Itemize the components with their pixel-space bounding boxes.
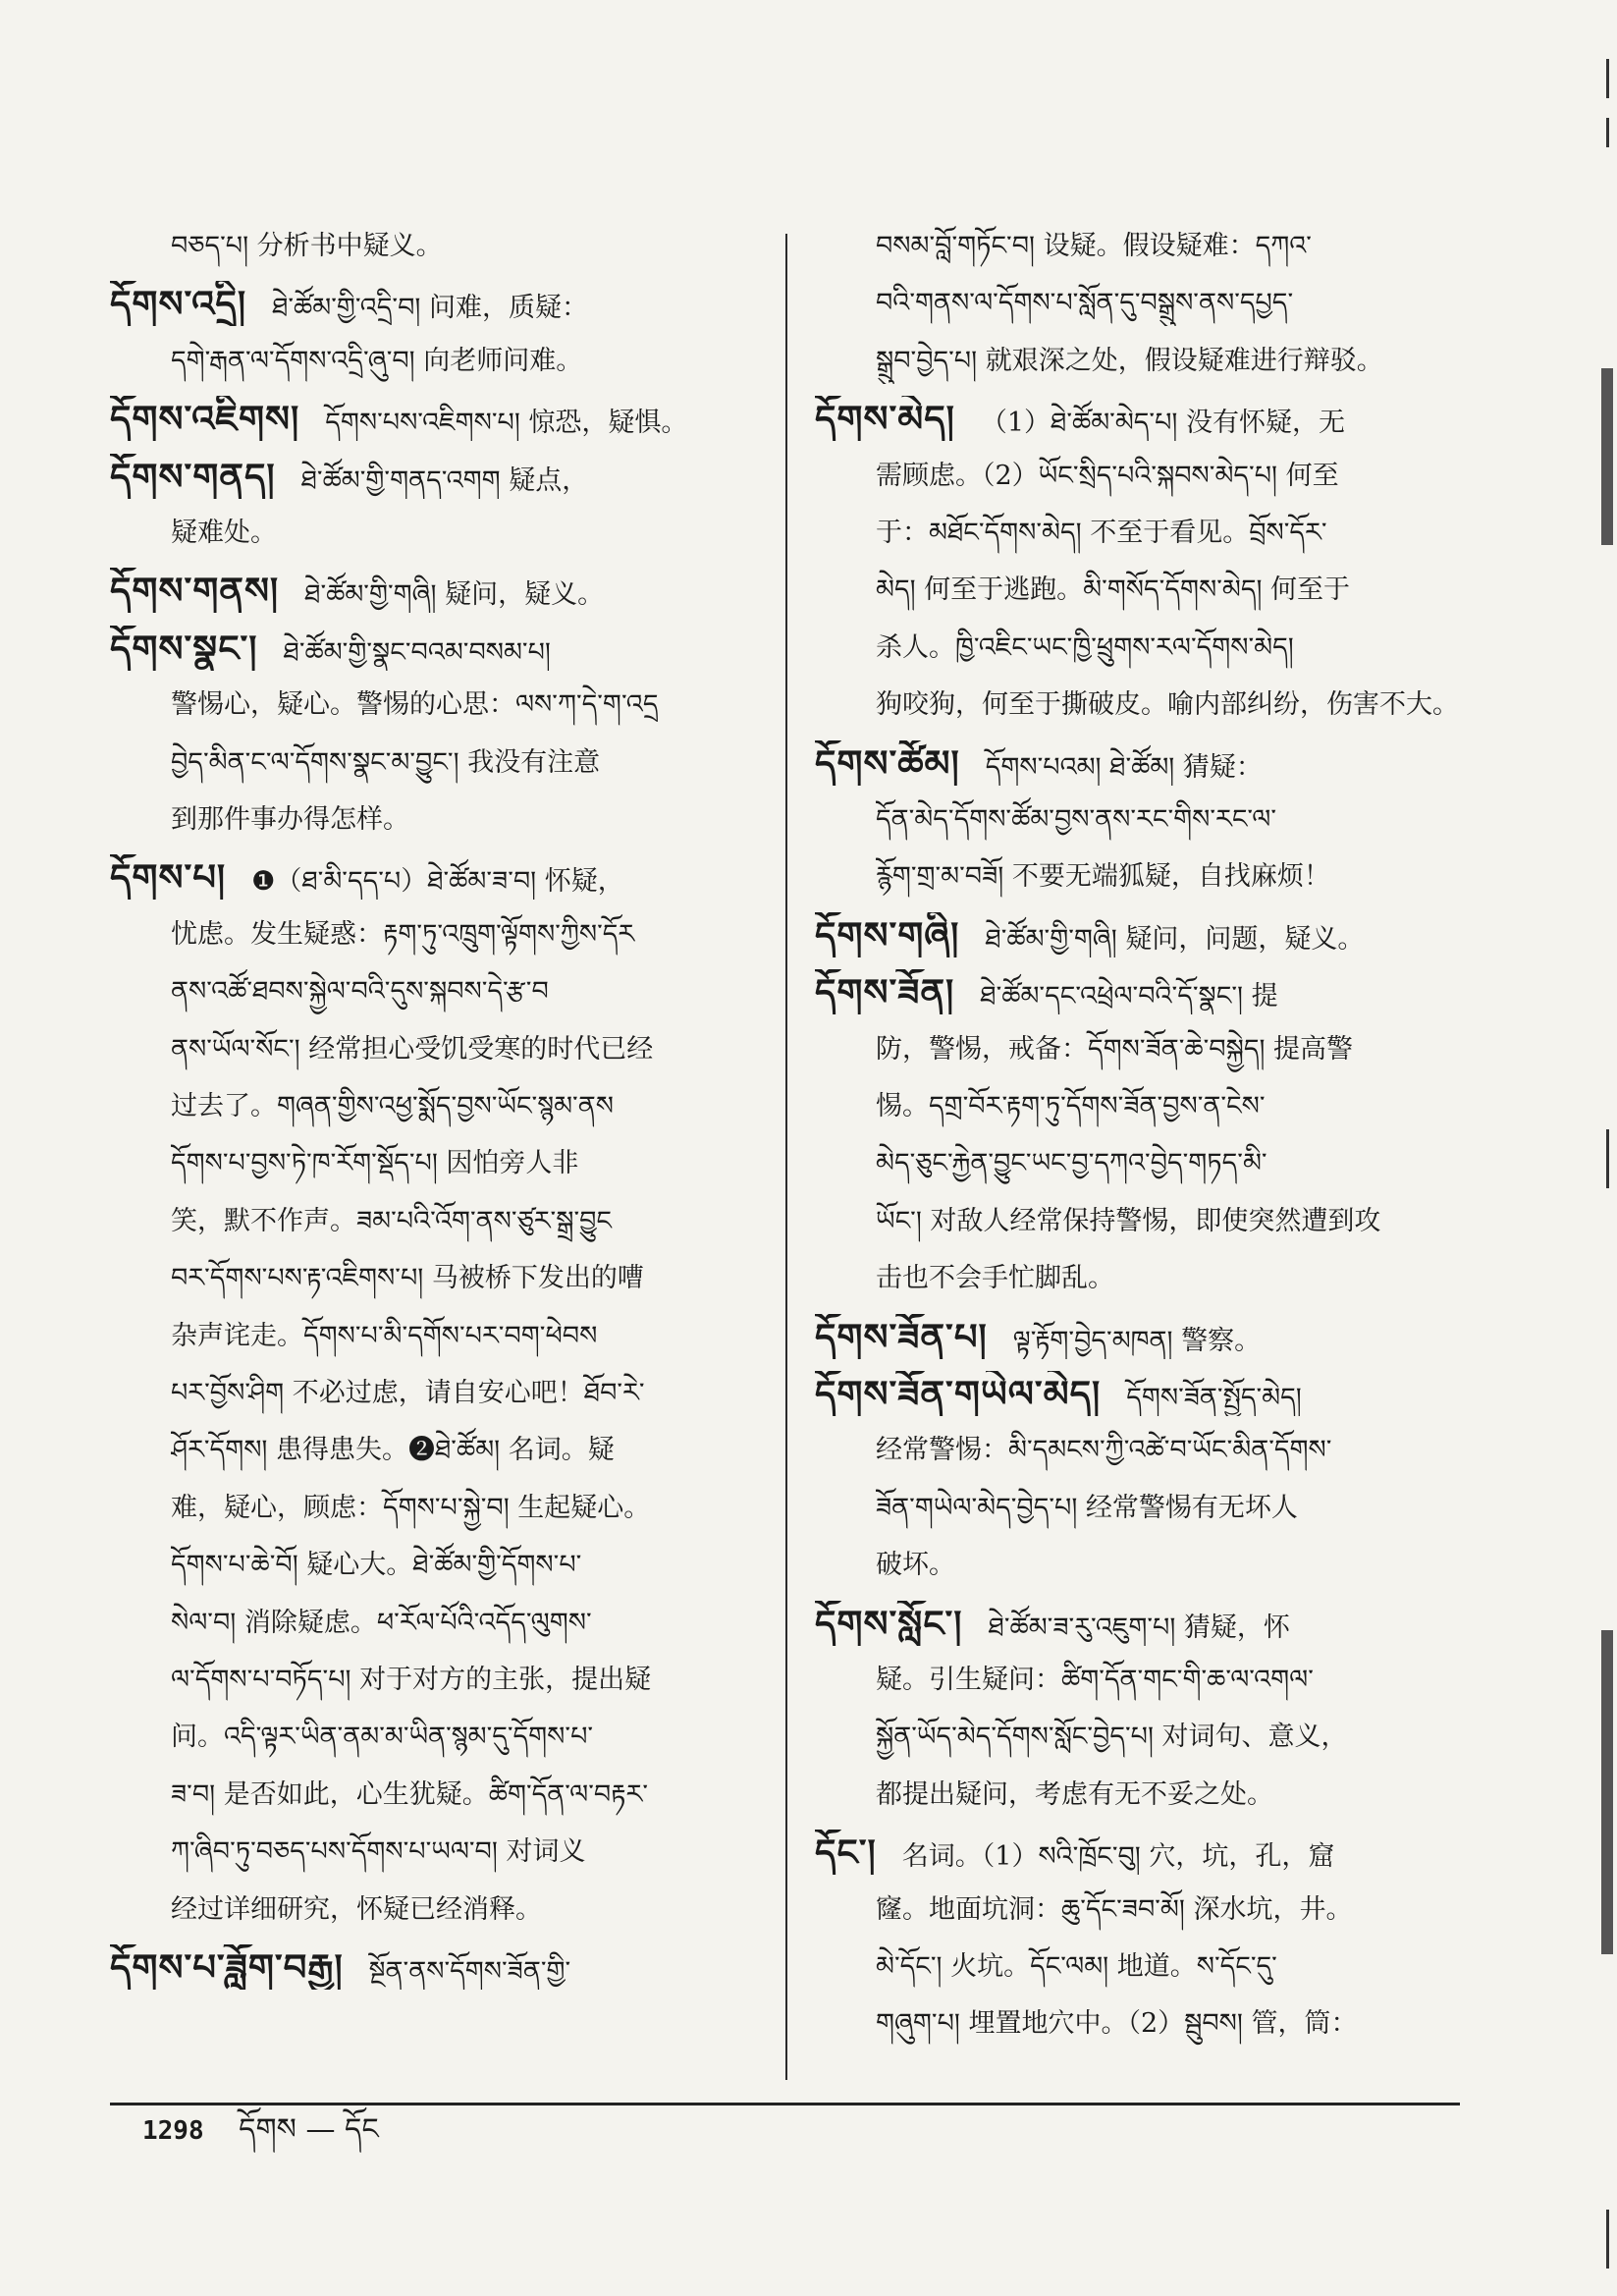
- entry-line: དོན་མེད་དོགས་ཚོམ་བྱས་ནས་རང་གིས་རང་ལ་: [876, 804, 1277, 835]
- entry-line: ནས་འཚོ་ཐབས་སྐྱེལ་བའི་དུས་སྐབས་དེ་རྩ་བ: [171, 976, 549, 1008]
- entry-line: དགེ་རྒན་ལ་དོགས་འདྲི་ཞུ་བ། 向老师问难。: [171, 345, 583, 376]
- headword: དོགས་སྣང་།: [110, 626, 258, 670]
- entry-headword-line: [110, 396, 758, 441]
- entry-line: བཅད་པ། 分析书中疑义。: [171, 231, 443, 261]
- entry-line: 过去了。གཞན་གྱིས་འཕྱ་སྨོད་བྱས་ཡོང་སྙམ་ནས: [171, 1091, 614, 1121]
- entry-line: བའི་གནས་ལ་དོགས་པ་སློན་དུ་བསྒྲུས་ནས་དཔྱད་: [876, 288, 1294, 319]
- definition: དོགས་པའམ། ཐེ་ཚོམ། 猜疑：: [985, 751, 1263, 783]
- headword: དོགས་ཟོན་གཡེལ་མེད།: [815, 1372, 1102, 1415]
- definition: དོགས་པས་འཇིགས་པ། 惊恐，疑惧。: [325, 408, 688, 439]
- entry-line: གཞུག་པ། 埋置地穴中。（2）སྦུབས། 管，筒：: [876, 2008, 1358, 2040]
- entry-line: བར་དོགས་པས་རྟ་འཇིགས་པ། 马被桥下发出的嘈: [171, 1263, 644, 1294]
- entry-line: 疑难处。: [171, 518, 277, 548]
- entry-line: ནས་ཡོལ་སོང་། 经常担心受饥受寒的时代已经: [171, 1033, 654, 1065]
- definition: ཐེ་ཚོམ་གྱི་གཞི། 疑问，疑义。: [304, 579, 605, 611]
- entry-line: བསམ་བློ་གཏོང་བ། 设疑。假设疑难：དཀའ་: [876, 231, 1312, 261]
- column-divider: [785, 234, 787, 2080]
- definition: སྔོན་ནས་དོགས་ཟོན་གྱི་: [368, 1956, 571, 1987]
- page-footer: [142, 2107, 379, 2154]
- definition: ཐེ་ཚོམ་གྱི་འདྲི་བ། 问难，质疑：: [272, 293, 588, 324]
- entry-line: དོགས་པ་ཆེ་བོ། 疑心大。ཐེ་ཚོམ་གྱི་དོགས་པ་: [171, 1550, 582, 1581]
- entry-line: སེལ་བ། 消除疑虑。ཕ་རོལ་པོའི་འདོད་ལུགས་: [171, 1607, 592, 1638]
- entry-line: སྒྲུབ་བྱེད་པ། 就艰深之处，假设疑难进行辩驳。: [876, 345, 1383, 376]
- footer-rule: [110, 2103, 1460, 2105]
- entry-line: 疑。引生疑问：ཚིག་དོན་གང་གི་ཆ་ལ་འགལ་: [876, 1665, 1314, 1695]
- entry-line: 杂声诧走。དོགས་པ་མི་དགོས་པར་བག་ཕེབས: [171, 1320, 598, 1351]
- scan-edge-marks: [1591, 0, 1617, 2296]
- page-number: 1298: [142, 2116, 204, 2146]
- headword: དོགས་མེད།: [815, 397, 955, 441]
- entry-headword-line: [815, 1830, 1463, 1875]
- running-head: དོགས — དོང: [239, 2112, 379, 2147]
- headword: དོགས་པ།: [110, 855, 227, 900]
- entry-line: ཟོན་གཡེལ་མེད་བྱེད་པ། 经常警惕有无坏人: [876, 1492, 1298, 1523]
- entry-line: 需顾虑。（2）ཡོང་སྲིད་པའི་སྐབས་མེད་པ། 何至: [876, 460, 1339, 491]
- headword: དོགས་འཇིགས།: [110, 397, 300, 441]
- entry-headword-line: [110, 854, 758, 900]
- entry-line: 警惕心，疑心。警惕的心思：ལས་ཀ་དེ་ག་འདྲ: [171, 689, 659, 721]
- entry-line: 经常警惕：མི་དམངས་ཀྱི་འཚེ་བ་ཡོང་མིན་དོགས་: [876, 1435, 1332, 1466]
- entry-line: 忧虑。发生疑惑：རྟག་ཏུ་འཁྲུག་ལྟོགས་ཀྱིས་དོར: [171, 918, 635, 950]
- entry-line: མེད་ཅུང་རྐྱེན་བྱུང་ཡང་བྱ་དཀའ་བྱེད་གཏད་མི་: [876, 1148, 1267, 1179]
- entry-headword-line: [815, 396, 1463, 441]
- definition: ཐེ་ཚོམ་ཟ་རུ་འཇུག་པ། 猜疑，怀: [988, 1612, 1290, 1643]
- entry-line: ཀ་ཞིབ་ཏུ་བཅད་པས་དོགས་པ་ཡལ་བ། 对词义: [171, 1836, 586, 1868]
- entry-headword-line: [110, 568, 758, 613]
- definition: ཐེ་ཚོམ་དང་འཕྲེལ་བའི་དོ་སྣང་། 提: [980, 981, 1278, 1012]
- entry-line: 问。འདི་ལྟར་ཡིན་ནམ་མ་ཡིན་སྙམ་དུ་དོགས་པ་: [171, 1722, 594, 1753]
- headword: དོགས་གནད།: [110, 454, 276, 498]
- entry-line: 到那件事办得怎样。: [171, 804, 409, 835]
- headword: དོགས་པ་ཟློག་བརྒྱ།: [110, 1945, 344, 1989]
- entry-headword-line: [815, 1371, 1463, 1416]
- entry-line: 都提出疑问，考虑有无不妥之处。: [876, 1778, 1273, 1810]
- entry-line: ཤོར་དོགས། 患得患失。❷ཐེ་ཚོམ། 名词。疑: [171, 1435, 615, 1466]
- entry-line: རྙོག་གྲ་མ་བཟོ། 不要无端狐疑，自找麻烦！: [876, 861, 1330, 893]
- entry-line: 狗咬狗，何至于撕破皮。喻内部纠纷，伤害不大。: [876, 689, 1459, 721]
- entry-line: 笑，默不作声。ཟམ་པའི་འོག་ནས་ཙུར་སྒྲ་བྱུང: [171, 1205, 613, 1236]
- entry-headword-line: [815, 969, 1463, 1014]
- entry-headword-line: [110, 626, 758, 671]
- entry-line: 防，警惕，戒备：དོགས་ཟོན་ཆེ་བསྐྱེད། 提高警: [876, 1033, 1354, 1065]
- entry-line: དོགས་པ་བྱས་ཏེ་ཁ་རོག་སྡོད་པ། 因怕旁人非: [171, 1148, 579, 1179]
- entry-line: 击也不会手忙脚乱。: [876, 1263, 1114, 1294]
- entry-line: 于：མཐོང་དོགས་མེད། 不至于看见。བྲོས་དོར་: [876, 518, 1327, 548]
- entry-line: 难，疑心，顾虑：དོགས་པ་སྐྱེ་བ། 生起疑心。: [171, 1492, 651, 1523]
- headword: དོགས་ཟོན་པ།: [815, 1314, 988, 1358]
- headword: དོགས་གནས།: [110, 569, 280, 613]
- definition: ལྟ་རྟོག་བྱེད་མཁན། 警察。: [1012, 1325, 1262, 1356]
- definition: ཐེ་ཚོམ་གྱི་གཞི། 疑问，问题，疑义。: [985, 923, 1365, 955]
- entry-line: ཡོང་། 对敌人经常保持警惕，即使突然遭到攻: [876, 1205, 1381, 1236]
- entry-headword-line: [815, 912, 1463, 957]
- definition: 名词。（1）སའི་ཁྲོང་བུ། 穴，坑，孔，窟: [901, 1841, 1335, 1873]
- entry-line: 杀人。ཁྱི་འཇིང་ཡང་ཁྱི་ཕྲུགས་རལ་དོགས་མེད།: [876, 631, 1294, 663]
- entry-line: 窿。地面坑洞：ཆུ་དོང་ཟབ་མོ། 深水坑，井。: [876, 1893, 1353, 1925]
- entry-headword-line: [815, 740, 1463, 786]
- entry-line: 经过详细研究，怀疑已经消释。: [171, 1893, 542, 1925]
- entry-line: 破坏。: [876, 1550, 955, 1581]
- headword: དོགས་སློང་།: [815, 1601, 963, 1645]
- definition: ཐེ་ཚོམ་གྱི་སྣང་བའམ་བསམ་པ།: [283, 636, 551, 668]
- headword: དོགས་ཚོམ།: [815, 740, 960, 785]
- entry-line: 惕。དགྲ་བོར་རྟག་ཏུ་དོགས་ཟོན་བྱས་ན་ངེས་: [876, 1091, 1266, 1121]
- entry-headword-line: [815, 1314, 1463, 1359]
- definition: ཐེ་ཚོམ་གྱི་གནད་འགག 疑点，: [300, 465, 589, 496]
- definition: དོགས་ཟོན་སྤྱོད་མེད།: [1126, 1383, 1302, 1413]
- entry-headword-line: [815, 1601, 1463, 1646]
- headword: དོགས་གཞི།: [815, 912, 960, 957]
- entry-line: ལ་དོགས་པ་བཏོད་པ། 对于对方的主张，提出疑: [171, 1665, 652, 1695]
- entry-line: སྐྱོན་ཡོད་མེད་དོགས་སློང་བྱེད་པ། 对词句、意义，: [876, 1722, 1348, 1753]
- entry-headword-line: [110, 1944, 758, 1990]
- entry-headword-line: [110, 454, 758, 499]
- definition: ❶（ཐ་མི་དད་པ）ཐེ་ཚོམ་ཟ་བ། 怀疑，: [251, 866, 624, 898]
- entry-line: བྱེད་མིན་ང་ལ་དོགས་སྣང་མ་བྱུང་། 我没有注意: [171, 746, 601, 778]
- headword: དོང་།: [815, 1831, 877, 1875]
- definition: （1）ཐེ་ཚོམ་མེད་པ། 没有怀疑，无: [980, 408, 1345, 439]
- entry-line: མེད། 何至于逃跑。མི་གསོད་དོགས་མེད། 何至于: [876, 574, 1351, 606]
- entry-line: ཟ་བ། 是否如此，心生犹疑。ཚིག་དོན་ལ་བརྟར་: [171, 1778, 648, 1810]
- headword: དོགས་ཟོན།: [815, 970, 955, 1014]
- headword: དོགས་འདྲི།: [110, 282, 247, 326]
- entry-headword-line: [110, 281, 758, 326]
- entry-line: མེ་དོང་། 火坑。དོང་ལམ། 地道。ས་དོང་དུ་: [876, 1951, 1277, 1982]
- entry-line: པར་བྱོས་ཤིག 不必过虑，请自安心吧！ཐོབ་རེ་: [171, 1378, 645, 1408]
